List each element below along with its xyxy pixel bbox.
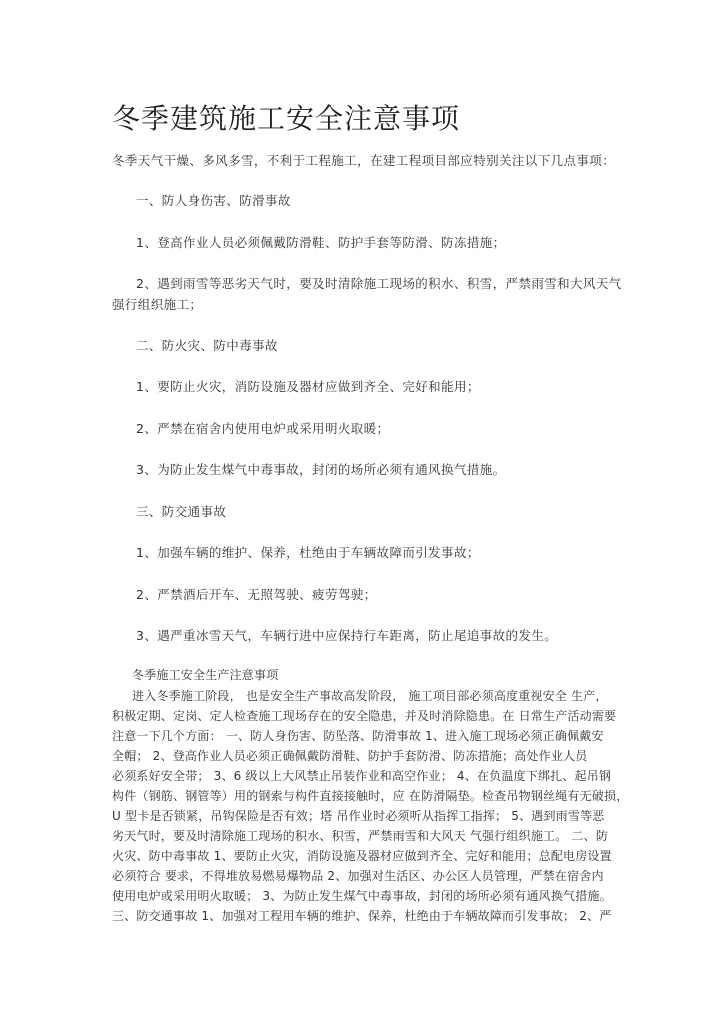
appendix-line: 构件（钢筋、钢管等）用的钢索与构件直接接触时，应 在防滑隔垫。检查吊物钢丝绳有无破损，: [112, 789, 629, 803]
section-2-item-2: 2、严禁在宿舍内使用电炉或采用明火取暖；: [136, 421, 390, 436]
section-3-item-2: 2、严禁酒后开车、无照驾驶、疲劳驾驶；: [136, 587, 377, 602]
appendix-line: 必须符合 要求，不得堆放易燃易爆物品 2、加强对生活区、办公区人员管理，严禁在宿舍内: [112, 869, 604, 883]
section-1-heading: 一、防人身伤害、防滑事故: [136, 193, 291, 208]
section-1-item-2: 2、遇到雨雪等恶劣天气时，要及时清除施工现场的积水、积雪，严禁雨雪和大风天气: [136, 276, 622, 291]
appendix-line: U 型卡是否锁紧，吊钩保险是否有效；塔 吊作业时必须听从指挥工指挥； 5、遇到雨雪等恶: [112, 809, 605, 823]
intro-paragraph: 冬季天气干燥、多风多雪，不利于工程施工，在建工程项目部应特别关注以下几点事项：: [112, 153, 616, 168]
section-3-item-3: 3、遇严重冰雪天气，车辆行进中应保持行车距离，防止尾追事故的发生。: [136, 628, 558, 643]
section-1-item-1: 1、登高作业人员必须佩戴防滑鞋、防护手套等防滑、防冻措施；: [136, 235, 506, 250]
section-2-item-1: 1、要防止火灾，消防设施及器材应做到齐全、完好和能用；: [136, 379, 480, 394]
appendix-line: 全帽； 2、登高作业人员必须正确佩戴防滑鞋、防护手套防滑、防冻措施；高处作业人员: [112, 749, 588, 763]
appendix-line: 进入冬季施工阶段， 也是安全生产事故高发阶段， 施工项目部必须高度重视安全 生产，: [132, 689, 608, 703]
appendix-heading: 冬季施工安全生产注意事项: [132, 668, 279, 682]
appendix-line: 注意一下几个方面： 一、防人身伤害、防坠落、防滑事故 1、进入施工现场必须正确佩戴安: [112, 729, 604, 743]
section-1-item-2-cont: 强行组织施工；: [112, 297, 203, 312]
appendix-line: 必须系好安全带； 3、6 级以上大风禁止吊装作业和高空作业； 4、在负温度下绑扎、起吊钢: [112, 769, 612, 783]
section-2-item-3: 3、为防止发生煤气中毒事故，封闭的场所必须有通风换气措施。: [136, 462, 506, 477]
appendix-line: 积极定期、定岗、定人检查施工现场存在的安全隐患，并及时消除隐患。在 日常生产活动需要: [112, 709, 617, 723]
section-3-item-1: 1、加强车辆的维护、保养，杜绝由于车辆故障而引发事故；: [136, 545, 480, 560]
section-2-heading: 二、防火灾、防中毒事故: [136, 338, 278, 353]
appendix-line: 使用电炉或采用明火取暖； 3、为防止发生煤气中毒事故，封闭的场所必须有通风换气措施。: [112, 889, 612, 903]
appendix-line: 三、防交通事故 1、加强对工程用车辆的维护、保养，杜绝由于车辆故障而引发事故； 2、严: [112, 909, 612, 923]
section-3-heading: 三、防交通事故: [136, 504, 227, 519]
document-title: 冬季建筑施工安全注意事项: [112, 102, 461, 135]
appendix-line: 火灾、防中毒事故 1、要防止火灾，消防设施及器材应做到齐全、完好和能用；总配电房设置: [112, 849, 612, 863]
appendix-line: 劣天气时，要及时清除施工现场的积水、积雪，严禁雨雪和大风天 气强行组织施工。 二、防: [112, 829, 609, 843]
